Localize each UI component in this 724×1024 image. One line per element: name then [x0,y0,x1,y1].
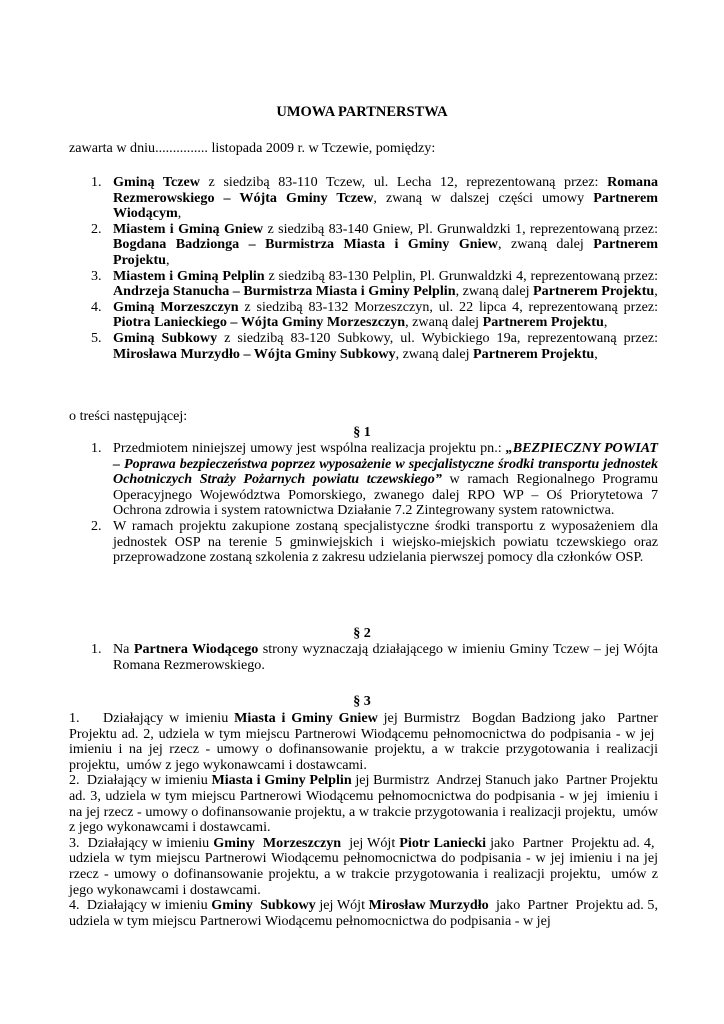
list-number: 4. [91,298,102,315]
section-3-paragraph: 1. Działający w imieniu Miasta i Gminy Gniew jej Burmistrz Bogdan Badziong jako Partner Projektu ad. 2, udziela w tym miejscu Partnerowi Wiodącemu pełnomocnictwa do podpisania - w jej imieniu i na jej rzecz - umowy o dofinansowanie projektu, a w trakcie przygotowania i realizacji projektu, umów z jego wykonawcami i dostawcami. [69,710,658,773]
party-text: Miastem i Gminą Gniew z siedzibą 83-140 Gniew, Pl. Grunwaldzki 1, reprezentowaną przez: Bogdana Badzionga – Burmistrza Miasta i Gminy Gniew, zwaną dalej Partnerem Projektu, [113,220,658,268]
parties-list [69,175,658,362]
party-text: Gminą Morzeszczyn z siedzibą 83-132 Morzeszczyn, ul. 22 lipca 4, reprezentowaną przez: Piotra Lanieckiego – Wójta Gminy Morzeszczyn, zwaną dalej Partnerem Projektu, [113,298,658,331]
section-1-text: W ramach projektu zakupione zostaną specjalistyczne środki transportu z wyposażeniem dla jednostek OSP na terenie 5 gminwiejskich i wiejsko-miejskich powiatu tczewskiego oraz przeprowadzone zostaną szkolenia z zakresu udzielania pierwszej pomocy dla członków OSP. [113,517,658,566]
section-3-paragraph: 4. Działający w imieniu Gminy Subkowy jej Wójt Mirosław Murzydło jako Partner Projektu ad. 5, udziela w tym miejscu Partnerowi Wiodącemu pełnomocnictwa do podpisania - w jej [69,897,658,929]
section-3-body [69,711,658,929]
section-1-heading: § 1 [353,424,371,440]
list-number: 2. [91,220,102,237]
party-item [69,300,658,331]
section-1-list [69,441,658,566]
section-1-item [69,441,658,519]
list-number: 1. [91,174,102,190]
section-3-paragraph: 2. Działający w imieniu Miasta i Gminy Pelplin jej Burmistrz Andrzej Stanuch jako Partner Projektu ad. 3, udziela w tym miejscu Partnerowi Wiodącemu pełnomocnictwa do podpisania - w jej imieniu i na jej rzecz - umowy o dofinansowanie projektu, a w trakcie przygotowania i realizacji projektu, umów z jego wykonawcami i dostawcami. [69,772,658,836]
party-text: Gminą Subkowy z siedzibą 83-120 Subkowy, ul. Wybickiego 19a, reprezentowaną przez: Mirosława Murzydło – Wójta Gminy Subkowy, zwaną dalej Partnerem Projektu, [113,329,658,362]
list-number: 1. [91,440,102,456]
section-2-list [69,642,658,673]
intro-line: zawarta w dniu............... listopada 2009 r. w Tczewie, pomiędzy: [69,140,436,156]
party-item [69,269,658,300]
clause-intro: o treści następującej: [69,408,188,424]
list-number: 1. [91,641,102,657]
document-title: UMOWA PARTNERSTWA [276,104,448,120]
section-3-paragraph: 3. Działający w imieniu Gminy Morzeszczyn jej Wójt Piotr Laniecki jako Partner Projektu ad. 4, udziela w tym miejscu Partnerowi Wiodącemu pełnomocnictwa do podpisania - w jej imieniu i na jej rzecz - umowy o dofinansowanie projektu, a w trakcie przygotowania i realizacji projektu, umów z jego wykonawcami i dostawcami. [69,834,658,898]
section-3-heading: § 3 [353,693,371,709]
party-text: Gminą Tczew z siedzibą 83-110 Tczew, ul. Lecha 12, reprezentowaną przez: Romana Rezmerowskiego – Wójta Gminy Tczew, zwaną w dalszej części umowy Partnerem Wiodącym, [113,174,658,222]
party-item [69,331,658,362]
party-item [69,222,658,269]
section-2-heading: § 2 [353,625,371,641]
list-number: 5. [91,329,102,346]
party-text: Miastem i Gminą Pelplin z siedzibą 83-130 Pelplin, Pl. Grunwaldzki 4, reprezentowaną przez: Andrzeja Stanucha – Burmistrza Miasta i Gminy Pelplin, zwaną dalej Partnerem Projektu, [113,267,658,300]
list-number: 3. [91,267,102,284]
section-1-item [69,519,658,566]
list-number: 2. [91,517,102,534]
section-2-item [69,642,658,673]
section-2-text: Na Partnera Wiodącego strony wyznaczają działającego w imieniu Gminy Tczew – jej Wójta Romana Rezmerowskiego. [113,641,658,673]
party-item [69,175,658,222]
section-1-text: Przedmiotem niniejszej umowy jest wspólna realizacja projektu pn.: „BEZPIECZNY POWIAT – Poprawa bezpieczeństwa poprzez wyposażenie w specjalistyczne środki transportu jednostek Ochotniczych Straży Pożarnych powiatu tczewskiego” w ramach Regionalnego Programu Operacyjnego Województwa Pomorskiego, zwanego dalej RPO WP – Oś Priorytetowa 7 Ochrona zdrowia i system ratownictwa Działanie 7.2 Zintegrowany system ratownictwa. [113,440,658,519]
